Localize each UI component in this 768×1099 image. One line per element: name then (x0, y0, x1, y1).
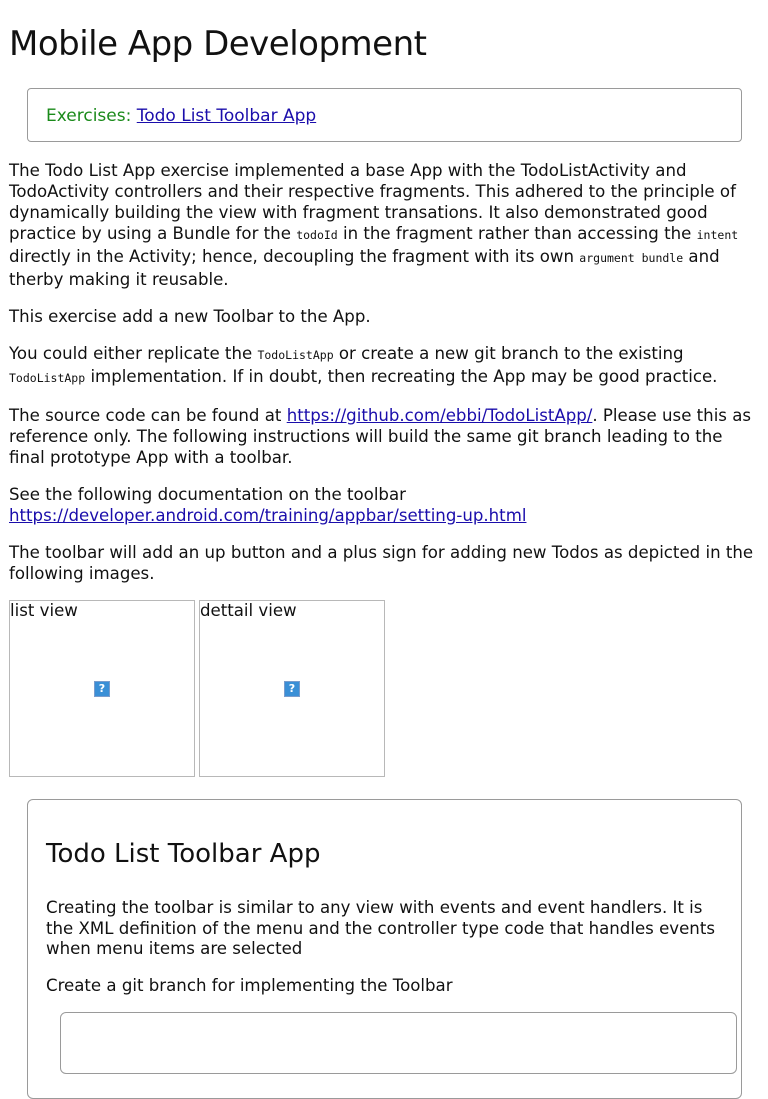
text: or create a new git branch to the existing (333, 344, 684, 363)
code-todolistapp: TodoListApp (9, 371, 86, 385)
text: in the fragment rather than accessing the (337, 224, 697, 243)
intro-paragraph (9, 160, 759, 290)
replicate-paragraph (9, 343, 759, 389)
text: implementation. If in doubt, then recreating the App may be good practice. (85, 367, 718, 386)
figure-caption: dettail view (200, 601, 297, 620)
figure-list-view (9, 600, 195, 777)
page-title: Mobile App Development (9, 24, 427, 64)
text: See the following documentation on the toolbar (9, 485, 406, 504)
text: You could either replicate the (9, 344, 258, 363)
section-paragraph: Creating the toolbar is similar to any view with events and event handlers. It is the XML definition of the menu and the controller type code that handles events when menu items are selected (46, 898, 715, 958)
github-link[interactable]: https://github.com/ebbi/TodoListApp/ (286, 406, 593, 425)
exercises-label: Exercises: (46, 106, 132, 126)
source-paragraph (9, 405, 759, 468)
text: . Please use this as reference only. The following instructions will build the same git branch leading to the final prototype App with a toolbar. (9, 406, 752, 467)
code-intent: intent (696, 228, 739, 242)
toolbar-paragraph: This exercise add a new Toolbar to the App. (9, 307, 371, 326)
figure-caption: list view (10, 601, 78, 620)
exercise-link[interactable]: Todo List Toolbar App (136, 106, 317, 126)
code-todoid: todoId (296, 228, 338, 242)
broken-image-icon: ? (94, 681, 110, 697)
code-argument-bundle: argument bundle (579, 251, 684, 265)
figure-detail-view (199, 600, 385, 777)
broken-image-icon: ? (284, 681, 300, 697)
android-docs-link[interactable]: https://developer.android.com/training/appbar/setting-up.html (9, 506, 527, 525)
docs-paragraph (9, 484, 759, 526)
exercise-section (27, 799, 742, 1099)
text: directly in the Activity; hence, decoupling the fragment with its own (9, 247, 580, 266)
figure-row (9, 600, 759, 777)
text: and therby making it reusable. (9, 247, 720, 289)
text: The Todo List App exercise implemented a base App with the TodoListActivity and TodoActivity controllers and their respective fragments. This adhered to the principle of dynamically building the view with fragment transations. It also demonstrated good practice by using a Bundle for the (9, 161, 736, 243)
code-todolistapp: TodoListApp (257, 348, 334, 362)
text: The source code can be found at (9, 406, 287, 425)
code-box (60, 1012, 737, 1074)
exercises-box (27, 88, 742, 142)
section-heading: Todo List Toolbar App (46, 839, 321, 869)
section-paragraph: Create a git branch for implementing the Toolbar (46, 975, 453, 995)
images-paragraph: The toolbar will add an up button and a plus sign for adding new Todos as depicted in the following images. (9, 543, 754, 583)
